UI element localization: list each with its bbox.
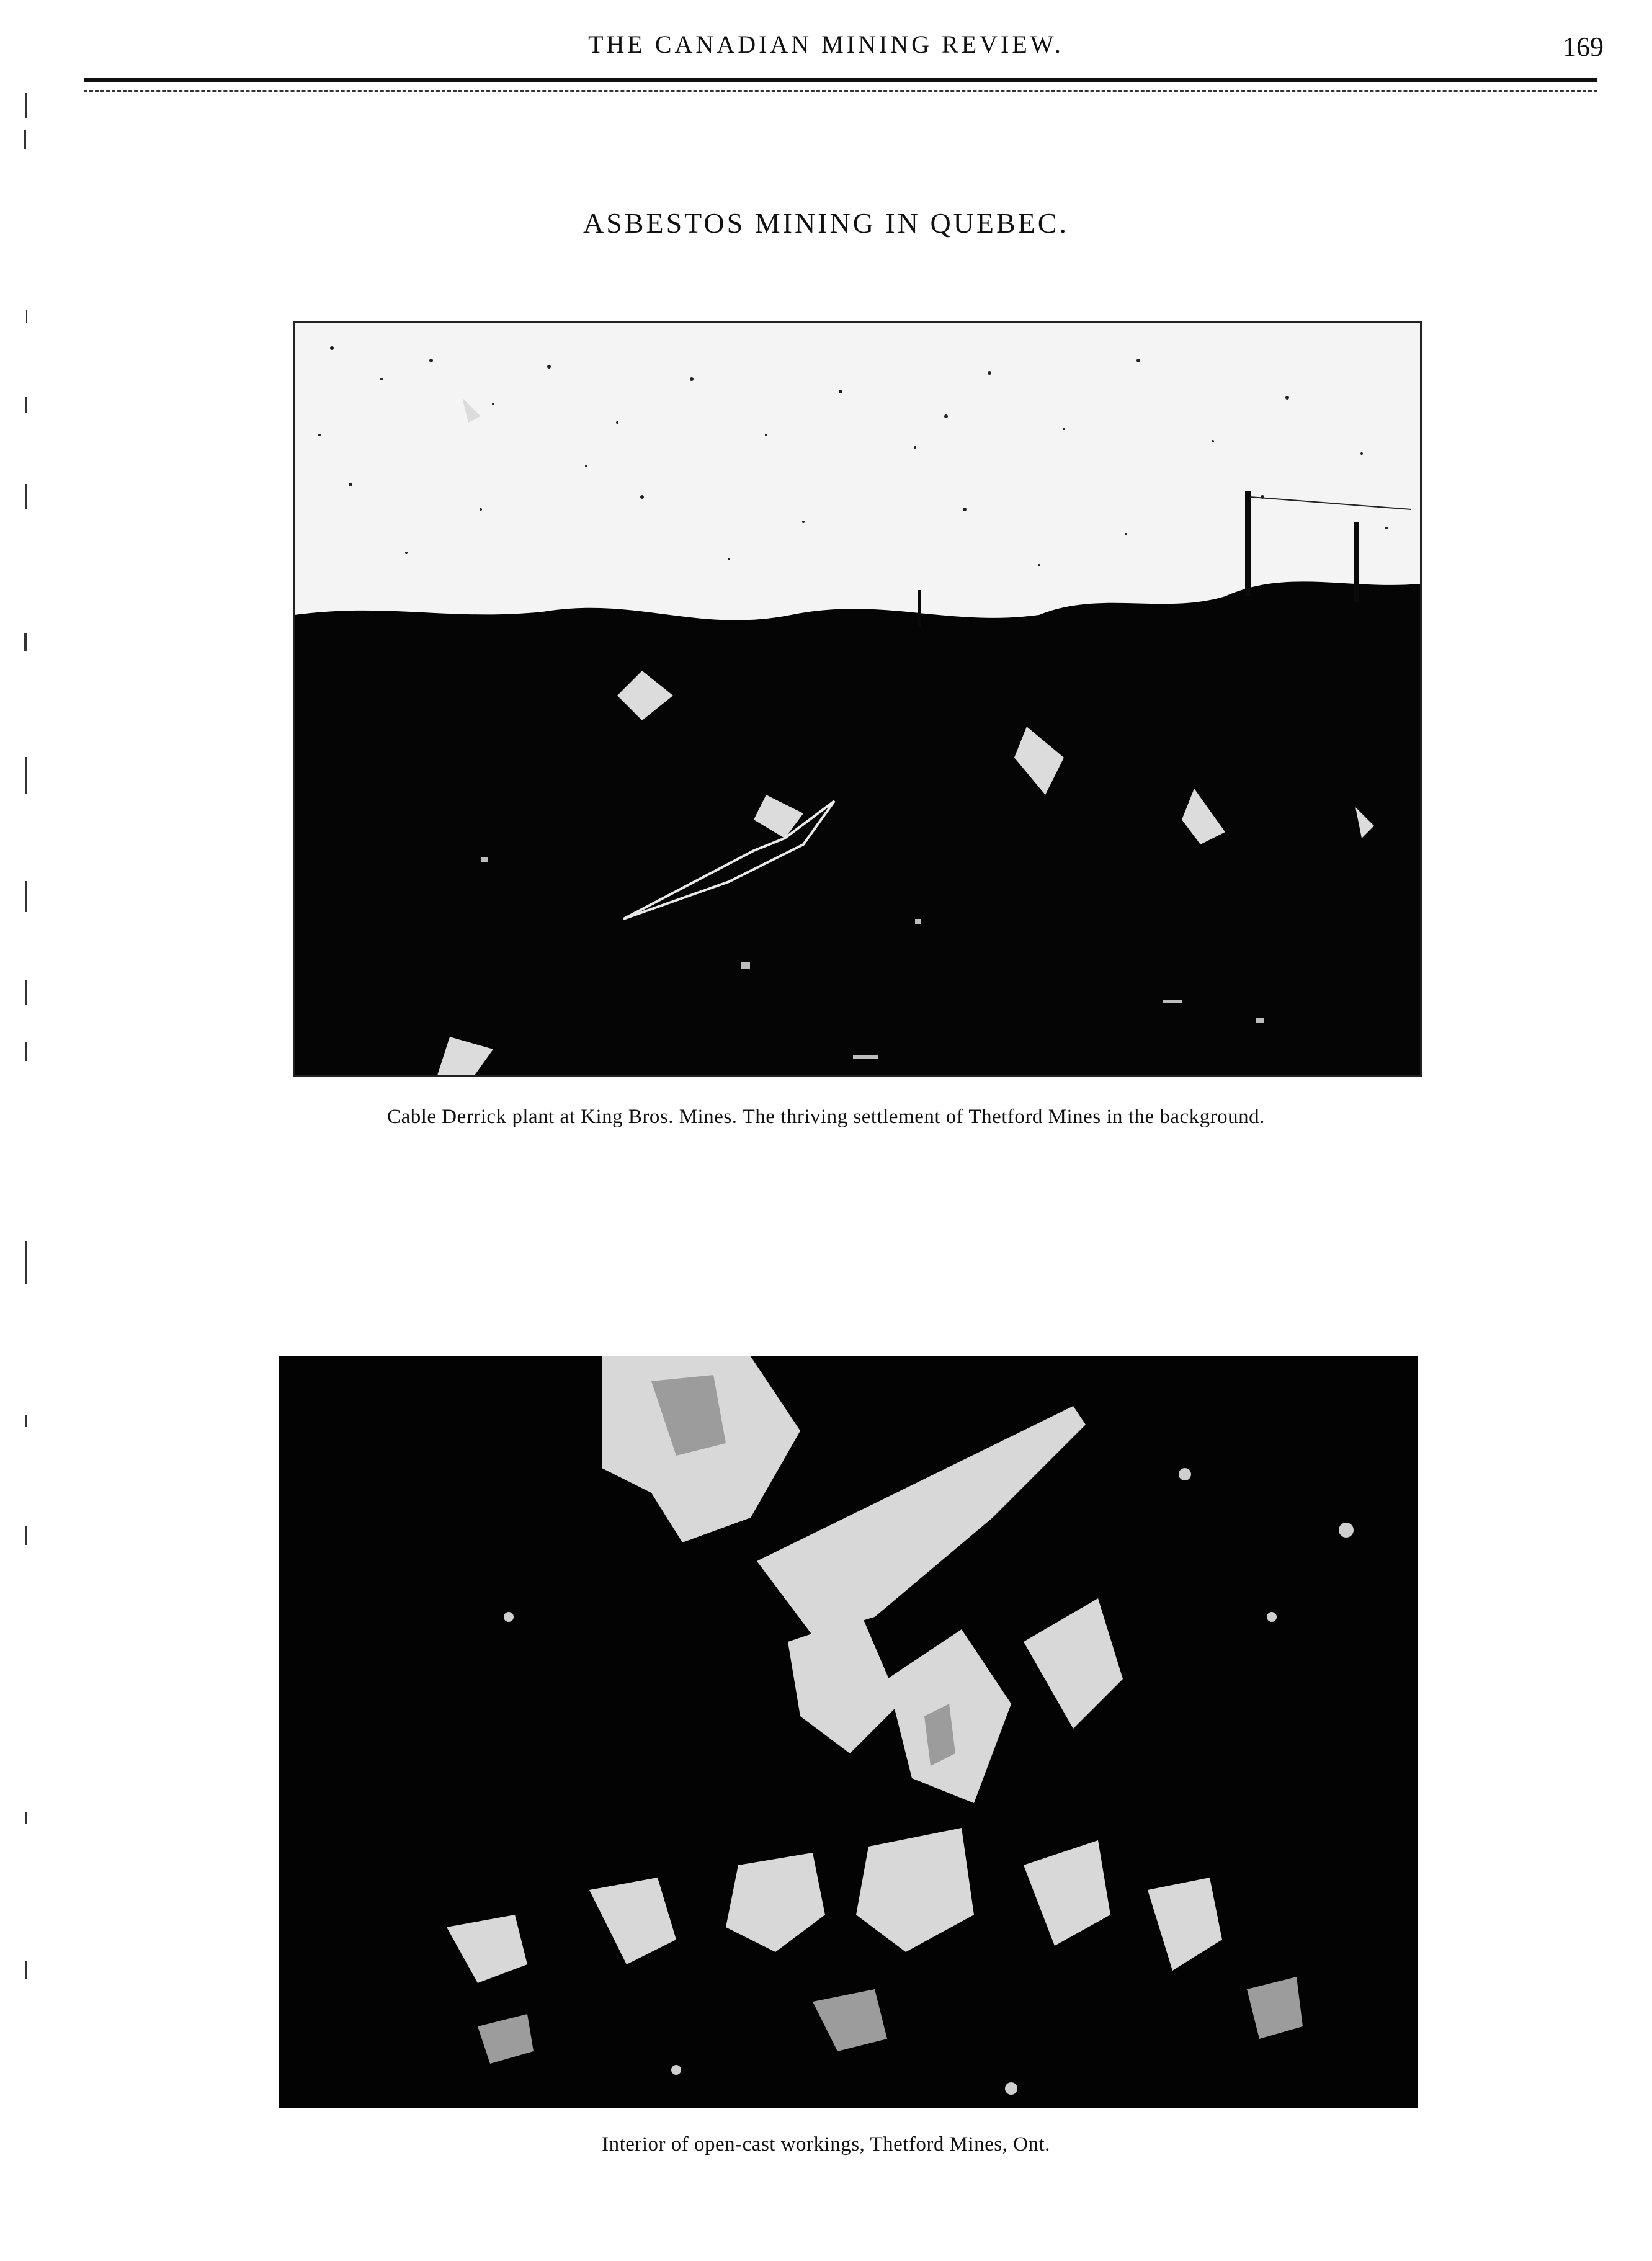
photo-open-cast-workings (279, 1356, 1418, 2108)
figure-caption: Cable Derrick plant at King Bros. Mines. The thriving settlement of Thetford Mines in the background. (387, 1106, 1265, 1128)
figure-caption: Interior of open-cast workings, Thetford Mines, Ont. (602, 2133, 1050, 2156)
header-rule (84, 78, 1597, 82)
header-rule-dashed (84, 90, 1597, 92)
article-title: ASBESTOS MINING IN QUEBEC. (583, 207, 1069, 239)
margin-specks (12, 74, 37, 2184)
page-number: 169 (1563, 32, 1604, 62)
photo-cable-derrick-plant (293, 321, 1422, 1077)
running-head: THE CANADIAN MINING REVIEW. (588, 30, 1064, 58)
